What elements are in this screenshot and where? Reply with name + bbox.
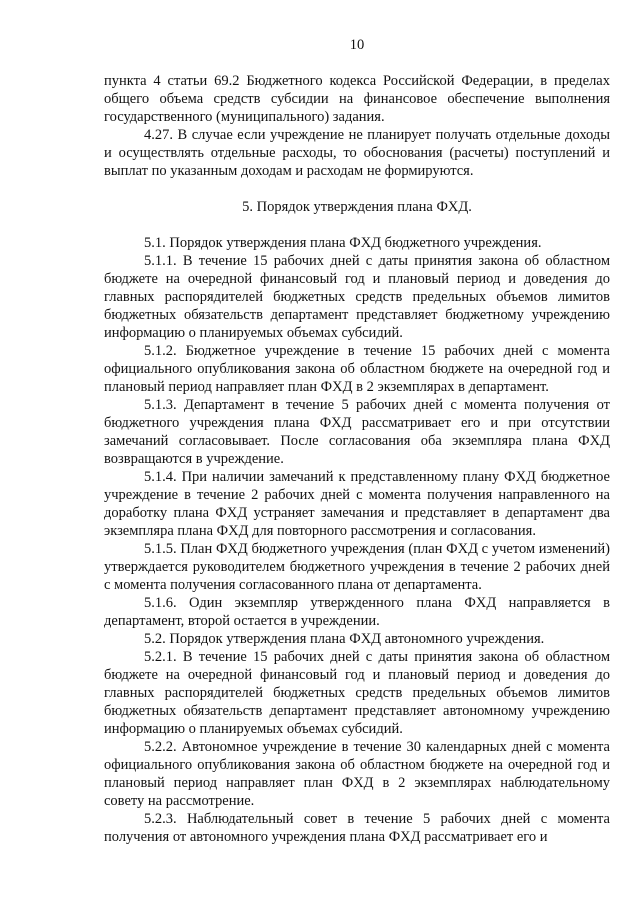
paragraph-5-2: 5.2. Порядок утверждения плана ФХД автономного учреждения.: [144, 631, 545, 647]
paragraph-4-27: 4.27. В случае если учреждение не планирует получать отдельные доходы и осуществлять отдельные расходы, то обоснования (расчеты) поступлений и выплат по указанным доходам и расходам не формируются.: [104, 127, 610, 179]
paragraph-continuation: пункта 4 статьи 69.2 Бюджетного кодекса Российской Федерации, в пределах общего объема средств субсидии на финансовое обеспечение выполнения государственного (муниципального) задания.: [104, 73, 610, 125]
paragraph-5-2-3: 5.2.3. Наблюдательный совет в течение 5 рабочих дней с момента получения от автономного учреждения плана ФХД рассматривает его и: [104, 811, 610, 845]
section-title: 5. Порядок утверждения плана ФХД.: [242, 199, 472, 215]
paragraph-5-1: 5.1. Порядок утверждения плана ФХД бюджетного учреждения.: [144, 235, 542, 251]
paragraph-5-1-2: 5.1.2. Бюджетное учреждение в течение 15 рабочих дней с момента официального опубликования закона об областном бюджете на очередной год и плановый период направляет план ФХД в 2 экземплярах в департамент.: [104, 343, 610, 395]
paragraph-5-1-6: 5.1.6. Один экземпляр утвержденного плана ФХД направляется в департамент, второй остается в учреждении.: [104, 595, 610, 629]
paragraph-5-1-3: 5.1.3. Департамент в течение 5 рабочих дней с момента получения от бюджетного учреждения плана ФХД рассматривает его и при отсутствии замечаний согласовывает. После согласования оба экземпляра плана ФХД возвращаются в учреждение.: [104, 397, 610, 467]
paragraph-5-1-4: 5.1.4. При наличии замечаний к представленному плану ФХД бюджетное учреждение в течение 2 рабочих дней с момента получения направленного на доработку плана ФХД устраняет замечания и представляет в департамент два экземпляра плана ФХД для повторного рассмотрения и согласования.: [104, 469, 610, 539]
paragraph-5-2-1: 5.2.1. В течение 15 рабочих дней с даты принятия закона об областном бюджете на очередной финансовый год и плановый период и доведения до главных распорядителей бюджетных средств предельных объемов лимитов бюджетных обязательств департамент представляет автономному учреждению информацию о планируемых объемах субсидий.: [104, 649, 610, 737]
document-page: [104, 36, 610, 846]
page-number: 10: [349, 37, 365, 53]
paragraph-5-1-5: 5.1.5. План ФХД бюджетного учреждения (план ФХД с учетом изменений) утверждается руководителем бюджетного учреждения в течение 2 рабочих дней с момента получения согласованного плана от департамента.: [104, 541, 610, 593]
paragraph-5-2-2: 5.2.2. Автономное учреждение в течение 30 календарных дней с момента официального опубликования закона об областном бюджете на очередной год и плановый период направляет план ФХД в 2 экземплярах наблюдательному совету на рассмотрение.: [104, 739, 610, 809]
paragraph-5-1-1: 5.1.1. В течение 15 рабочих дней с даты принятия закона об областном бюджете на очередной финансовый год и плановый период и доведения до главных распорядителей бюджетных средств предельных объемов лимитов бюджетных обязательств департамент представляет бюджетному учреждению информацию о планируемых объемах субсидий.: [104, 253, 610, 341]
